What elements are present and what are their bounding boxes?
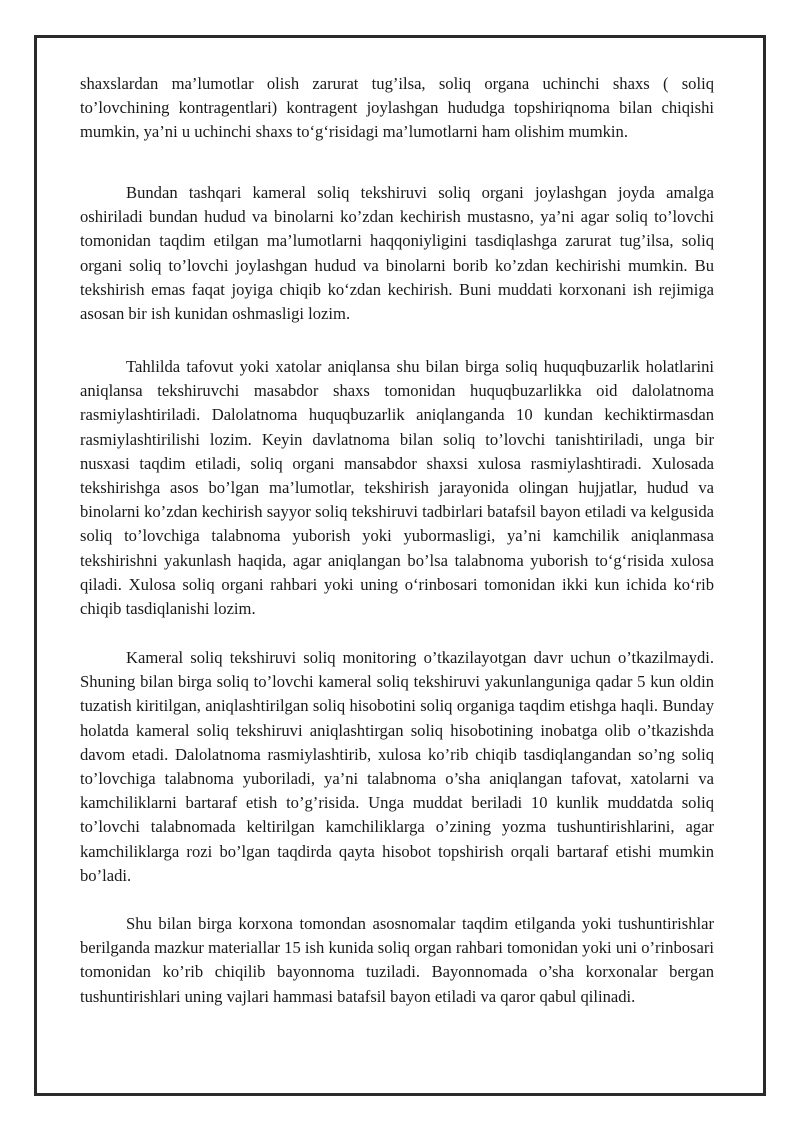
paragraph-2: Bundan tashqari kameral soliq tekshiruvi soliq organi joylashgan joyda amalga oshiriladi bundan hudud va binolarni ko’zdan kechirish mustasno, ya’ni agar soliq to’lovchi tomonidan taqdim etilgan ma’lumotlarni haqqoniyligini tasdiqlashga zarurat tug’ilsa, soliq organi soliq to’lovchi joylashgan hudud va binolarni borib ko’zdan kechirishi mumkin. Bu tekshirish emas faqat joyiga chiqib ko‘zdan kechirish. Buni muddati korxonani ish rejimiga asosan bir ish kunidan oshmasligi lozim. — [80, 183, 714, 324]
paragraph-3: Tahlilda tafovut yoki xatolar aniqlansa shu bilan birga soliq huquqbuzarlik holatlarini aniqlansa tekshiruvchi masabdor shaxs tomonidan huquqbuzarlikka oid dalolatnoma rasmiylashtiriladi. Dalolatnoma huquqbuzarlik aniqlanganda 10 kundan kechiktirmasdan rasmiylashtirilishi lozim. Keyin davlatnoma bilan soliq to’lovchi tanishtiriladi, unga bir nusxasi taqdim etiladi, soliq organi mansabdor shaxsi xulosa rasmiylashtiradi. Xulosada tekshirishga asos bo’lgan ma’lumotlar, tekshirish jarayonida olingan hujjatlar, hudud va binolarni ko’zdan kechirish sayyor soliq tekshiruvi tadbirlari batafsil bayon etiladi va kelgusida soliq to’lovchiga talabnoma yuborish yoki yubormasligi, ya’ni kamchilik aniqlanmasa tekshirishni yakunlash haqida, agar aniqlangan bo’lsa talabnoma yuborish to‘g‘risida xulosa qiladi. Xulosa soliq organi rahbari yoki uning o‘rinbosari tomonidan ikki kun ichida ko‘rib chiqib tasdiqlanishi lozim. — [80, 357, 714, 619]
paragraph-4: Kameral soliq tekshiruvi soliq monitoring o’tkazilayotgan davr uchun o’tkazilmaydi. Shuning bilan birga soliq to’lovchi kameral soliq tekshiruvi yakunlanguniga qadar 5 kun oldin tuzatish kiritilgan, aniqlashtirilgan soliq hisobotini soliq organiga taqdim etishga haqli. Bunday holatda kameral soliq tekshiruvi aniqlashtirgan soliq hisobotining inobatga olib o’tkazishda davom etadi. Dalolatnoma rasmiylashtirib, xulosa ko’rib chiqib tasdiqlangandan so’ng soliq to’lovchiga talabnoma yuboriladi, ya’ni talabnoma o’sha aniqlangan tafovat, xatolarni va kamchiliklarni bartaraf etish to’g’risida. Unga muddat beriladi 10 kunlik muddatda soliq to’lovchi talabnomada keltirilgan kamchiliklarga o’zining yozma tushuntirishlarini, agar kamchiliklarga rozi bo’lgan taqdirda qayta hisobot topshirish orqali bartaraf etishi mumkin bo’ladi. — [80, 648, 714, 885]
paragraph-5: Shu bilan birga korxona tomondan asosnomalar taqdim etilganda yoki tushuntirishlar berilganda mazkur materiallar 15 ish kunida soliq organ rahbari tomonidan yoki uni o’rinbosari tomonidan ko’rib chiqilib bayonnoma tuziladi. Bayonnomada o’sha korxonalar bergan tushuntirishlari uning vajlari hammasi batafsil bayon etiladi va qaror qabul qilinadi. — [80, 914, 714, 1006]
paragraph-1: shaxslardan ma’lumotlar olish zarurat tug’ilsa, soliq organa uchinchi shaxs ( soliq to’lovchining kontragentlari) kontragent joylashgan hududga topshiriqnoma bilan chiqishi mumkin, ya’ni u uchinchi shaxs to‘g‘risidagi ma’lumotlarni ham olishim mumkin. — [80, 74, 714, 142]
